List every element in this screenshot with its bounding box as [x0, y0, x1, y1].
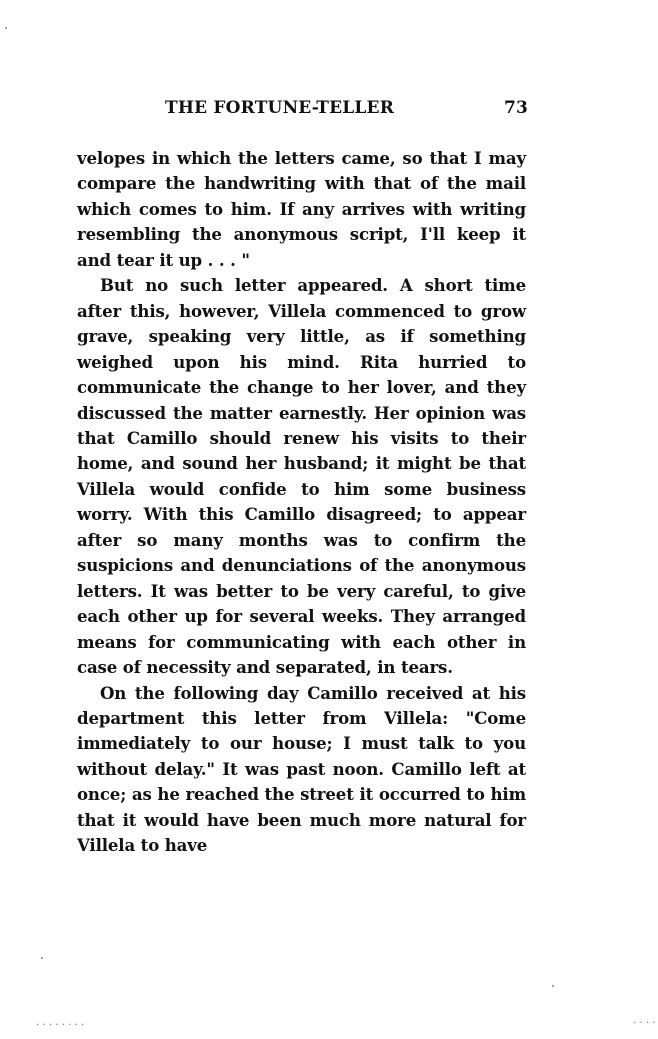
running-head [160, 98, 530, 124]
scan-dots: ........ [35, 1018, 87, 1028]
scan-speck [5, 27, 7, 29]
paragraph-continued: velopes in which the letters came, so that I may compare the handwriting with that of the mail which comes to him. If any arrives with writing resembling the anonymous script, I'll keep it and tear it up . . . " [77, 148, 526, 270]
page-number: 73 [503, 98, 528, 118]
scan-speck [552, 985, 554, 987]
chapter-title: THE FORTUNE-TELLER [165, 98, 395, 118]
scan-dots: .... [632, 1016, 658, 1026]
body-text [77, 146, 526, 859]
paragraph-following-day: On the following day Camillo received at his department this letter from Villela: "Come immediately to our house; I must talk to you without delay." It was past noon. Camillo left at once; as he reached the street it occurred to him that it would have been much more natural for Villela to have [77, 682, 526, 856]
scan-speck [41, 957, 43, 959]
paragraph-letter-appeared: But no such letter appeared. A short time after this, however, Villela commenced to grow grave, speaking very little, as if something weighed upon his mind. Rita hurried to communicate the change to her lover, and they discussed the matter earnestly. Her opinion was that Camillo should renew his visits to their home, and sound her husband; it might be that Villela would confide to him some business worry. With this Camillo disagreed; to appear after so many months was to confirm the suspicions and denunciations of the anonymous letters. It was better to be very careful, to give each other up for several weeks. They arranged means for communicating with each other in case of necessity and separated, in tears. [77, 275, 526, 678]
